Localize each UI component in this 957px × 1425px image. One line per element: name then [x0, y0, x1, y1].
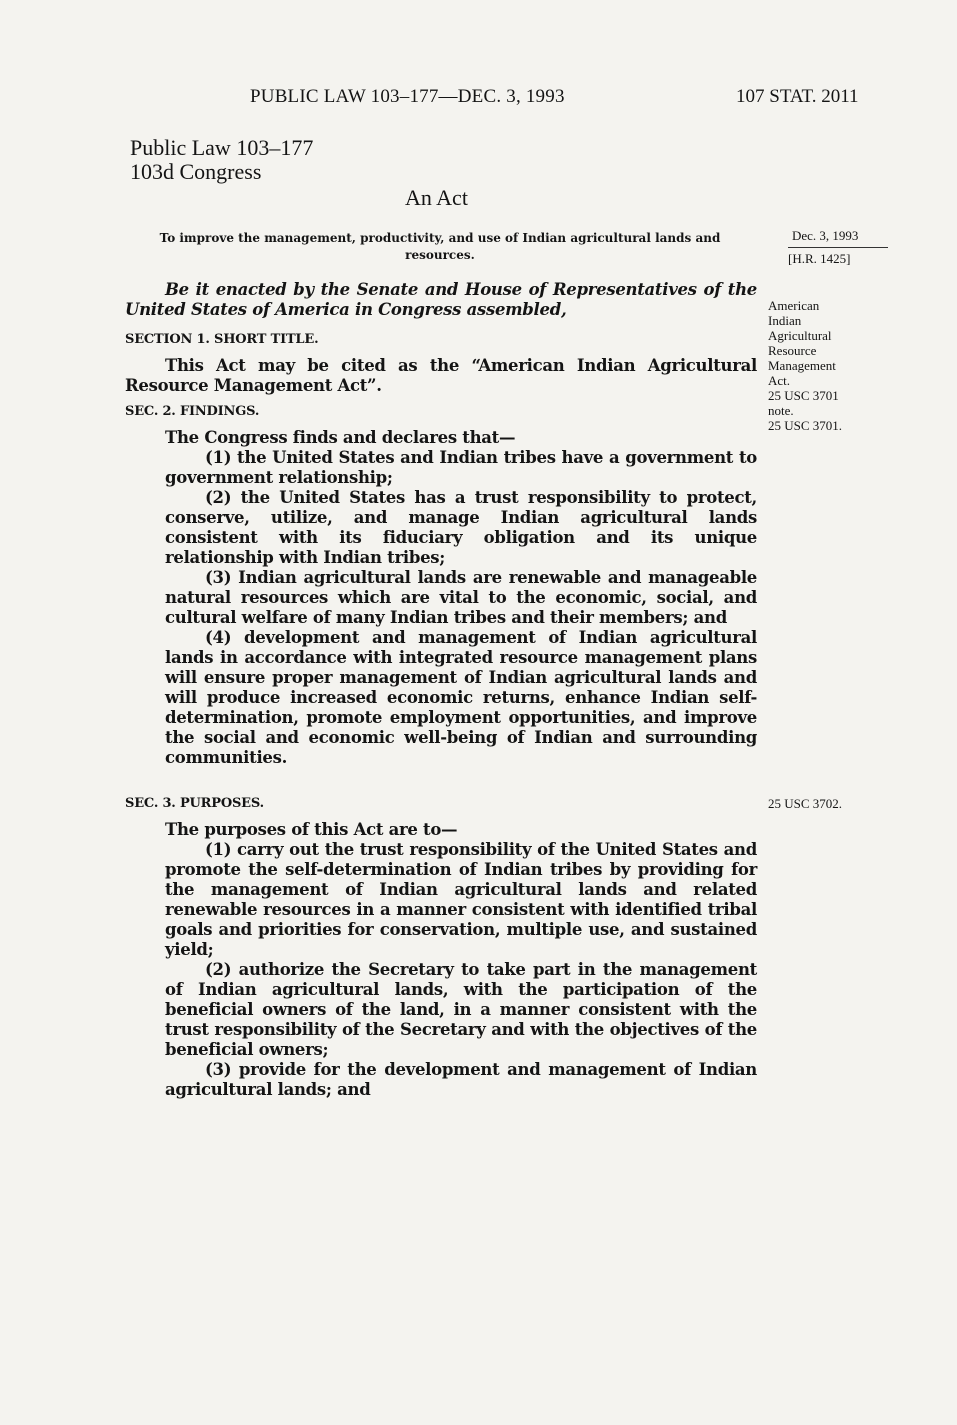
purposes-lead: The purposes of this Act are to— — [165, 820, 458, 839]
margin-note-line: Indian — [768, 313, 802, 328]
margin-note-line: 25 USC 3701 — [768, 388, 839, 403]
findings-section — [165, 428, 757, 768]
purpose-item: (2) authorize the Secretary to take part in the management of Indian agricultural lands, with the participation of the beneficial owners of the land, in a manner consistent with the trust responsibility of the Secretary and with the objectives of the beneficial owners; — [165, 960, 757, 1059]
margin-purposes-note: 25 USC 3702. — [768, 796, 843, 811]
purpose-item: (1) carry out the trust responsibility of the United States and promote the self-determination of Indian tribes by providing for the management of Indian agricultural lands and related renewable resources in a manner consistent with identified tribal goals and priorities for conservation, multiple use, and sustained yield; — [165, 840, 757, 959]
stat-page-number: 107 STAT. 2011 — [736, 86, 859, 107]
margin-note-line: Agricultural — [768, 328, 832, 343]
margin-note-line: Act. — [768, 373, 791, 388]
short-title-paragraph: This Act may be cited as the “American Indian Agricultural Resource Management Act”. — [125, 356, 757, 395]
margin-note-line: Management — [768, 358, 836, 373]
margin-date: Dec. 3, 1993 — [792, 228, 859, 243]
margin-short-title-note — [768, 298, 842, 433]
purposes-section — [165, 820, 757, 1100]
margin-note-line: 25 USC 3701. — [768, 418, 843, 433]
section-3-heading: SEC. 3. PURPOSES. — [125, 796, 264, 811]
margin-note-line: note. — [768, 403, 794, 418]
purpose-item: (3) provide for the development and management of Indian agricultural lands; and — [165, 1060, 757, 1099]
law-identifier — [130, 136, 313, 184]
public-law-number: Public Law 103–177 — [130, 135, 314, 160]
margin-bill-number: [H.R. 1425] — [788, 247, 888, 266]
section-2-heading: SEC. 2. FINDINGS. — [125, 404, 260, 419]
findings-lead: The Congress finds and declares that— — [165, 428, 516, 447]
margin-note-line: Resource — [768, 343, 817, 358]
long-title: To improve the management, productivity, and use of Indian agricultural lands and resources. — [159, 231, 721, 262]
running-head: PUBLIC LAW 103–177—DEC. 3, 1993 — [250, 86, 565, 107]
act-title: An Act — [405, 185, 468, 210]
finding-item: (3) Indian agricultural lands are renewable and manageable natural resources which are vital to the economic, social, and cultural welfare of many Indian tribes and their members; and — [165, 568, 757, 627]
enacting-clause: Be it enacted by the Senate and House of Representatives of the United States of America in Congress assembled, — [125, 280, 757, 319]
finding-item: (4) development and management of Indian agricultural lands in accordance with integrated resource management plans will ensure proper management of Indian agricultural lands and will produce increased economic returns, enhance Indian self-determination, promote employment opportunities, and improve the social and economic well-being of Indian and surrounding communities. — [165, 628, 757, 767]
section-1-heading: SECTION 1. SHORT TITLE. — [125, 332, 319, 347]
margin-note-line: American — [768, 298, 820, 313]
finding-item: (2) the United States has a trust responsibility to protect, conserve, utilize, and manage Indian agricultural lands consistent with its fiduciary obligation and its unique relationship with Indian tribes; — [165, 488, 757, 567]
finding-item: (1) the United States and Indian tribes have a government to government relationship; — [165, 448, 757, 487]
congress-number: 103d Congress — [130, 159, 262, 184]
